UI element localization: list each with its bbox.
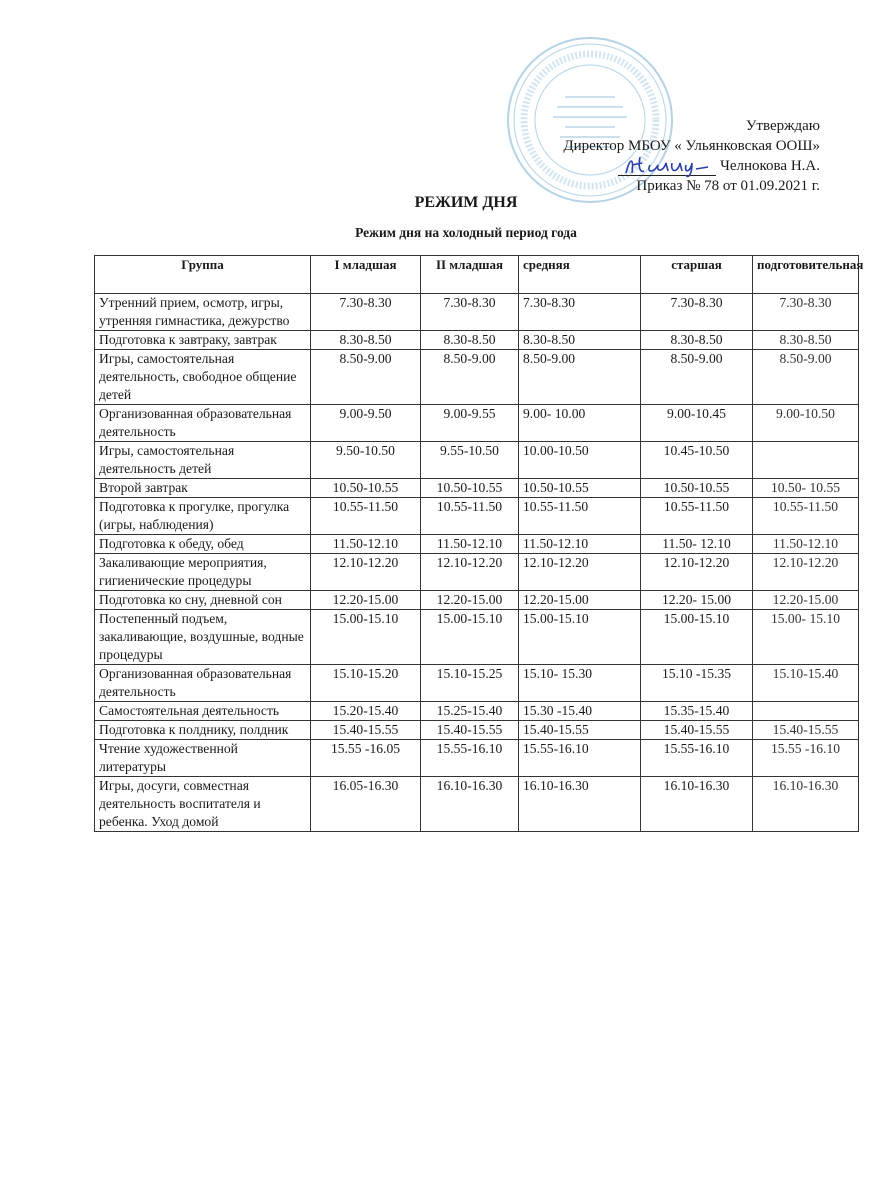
time-cell: 15.40-15.55 [641, 721, 753, 740]
time-cell: 15.10-15.20 [311, 665, 421, 702]
schedule-table [94, 255, 864, 832]
time-cell: 15.40-15.55 [421, 721, 519, 740]
time-cell: 9.50-10.50 [311, 442, 421, 479]
time-cell: 7.30-8.30 [311, 294, 421, 331]
activity-cell: Утренний прием, осмотр, игры, утренняя гимнастика, дежурство [95, 294, 311, 331]
time-cell: 11.50-12.10 [753, 535, 859, 554]
approval-line-1: Утверждаю [745, 118, 820, 134]
activity-cell: Подготовка к завтраку, завтрак [95, 331, 311, 350]
time-cell: 10.00-10.50 [519, 442, 641, 479]
time-cell: 8.50-9.00 [753, 350, 859, 405]
table-row [95, 610, 859, 665]
time-cell: 8.50-9.00 [519, 350, 641, 405]
activity-cell: Игры, самостоятельная деятельность детей [95, 442, 311, 479]
time-cell: 12.10-12.20 [753, 554, 859, 591]
time-cell: 12.10-12.20 [519, 554, 641, 591]
time-cell: 8.30-8.50 [641, 331, 753, 350]
time-cell: 10.50-10.55 [421, 479, 519, 498]
time-cell: 12.20-15.00 [753, 591, 859, 610]
time-cell: 15.40-15.55 [753, 721, 859, 740]
time-cell: 15.55 -16.05 [311, 740, 421, 777]
time-cell: 10.55-11.50 [519, 498, 641, 535]
table-row [95, 498, 859, 535]
table-row [95, 777, 859, 832]
activity-cell: Организованная образовательная деятельность [95, 405, 311, 442]
page-title: РЕЖИМ ДНЯ [414, 194, 518, 211]
time-cell: 15.40-15.55 [311, 721, 421, 740]
time-cell: 15.00-15.10 [311, 610, 421, 665]
signature [618, 159, 716, 176]
time-cell [753, 442, 859, 479]
time-cell: 15.20-15.40 [311, 702, 421, 721]
activity-cell: Подготовка к прогулке, прогулка (игры, наблюдения) [95, 498, 311, 535]
column-header: средняя [519, 256, 641, 294]
time-cell: 15.10 -15.35 [641, 665, 753, 702]
time-cell: 11.50-12.10 [311, 535, 421, 554]
time-cell: 16.10-16.30 [519, 777, 641, 832]
table-row [95, 591, 859, 610]
table-row [95, 721, 859, 740]
time-cell [753, 702, 859, 721]
time-cell: 15.10-15.25 [421, 665, 519, 702]
time-cell: 15.00-15.10 [641, 610, 753, 665]
time-cell: 16.05-16.30 [311, 777, 421, 832]
activity-cell: Игры, самостоятельная деятельность, свободное общение детей [95, 350, 311, 405]
time-cell: 12.10-12.20 [311, 554, 421, 591]
time-cell: 16.10-16.30 [753, 777, 859, 832]
time-cell: 12.20-15.00 [421, 591, 519, 610]
table-row [95, 442, 859, 479]
activity-cell: Чтение художественной литературы [95, 740, 311, 777]
column-header: Группа [95, 256, 311, 294]
time-cell: 10.55-11.50 [753, 498, 859, 535]
activity-cell: Подготовка к полднику, полдник [95, 721, 311, 740]
time-cell: 9.55-10.50 [421, 442, 519, 479]
activity-cell: Организованная образовательная деятельность [95, 665, 311, 702]
time-cell: 8.30-8.50 [311, 331, 421, 350]
time-cell: 10.50-10.55 [311, 479, 421, 498]
table-row [95, 479, 859, 498]
time-cell: 12.20-15.00 [519, 591, 641, 610]
time-cell: 15.55-16.10 [519, 740, 641, 777]
time-cell: 12.20- 15.00 [641, 591, 753, 610]
time-cell: 8.50-9.00 [311, 350, 421, 405]
signer-name: Челнокова Н.А. [720, 158, 820, 174]
time-cell: 10.50- 10.55 [753, 479, 859, 498]
time-cell: 10.55-11.50 [641, 498, 753, 535]
table-header-row [95, 256, 859, 294]
column-header: I младшая [311, 256, 421, 294]
time-cell: 9.00-9.55 [421, 405, 519, 442]
table-row [95, 405, 859, 442]
column-header: подготовительная [753, 256, 859, 294]
column-header: старшая [641, 256, 753, 294]
activity-cell: Постепенный подъем, закаливающие, воздушные, водные процедуры [95, 610, 311, 665]
time-cell: 9.00- 10.00 [519, 405, 641, 442]
time-cell: 15.55 -16.10 [753, 740, 859, 777]
time-cell: 12.10-12.20 [641, 554, 753, 591]
signature-line [563, 156, 820, 176]
time-cell: 7.30-8.30 [519, 294, 641, 331]
table-row [95, 702, 859, 721]
time-cell: 11.50-12.10 [519, 535, 641, 554]
time-cell: 8.30-8.50 [753, 331, 859, 350]
table-row [95, 350, 859, 405]
time-cell: 16.10-16.30 [421, 777, 519, 832]
time-cell: 9.00-9.50 [311, 405, 421, 442]
time-cell: 10.45-10.50 [641, 442, 753, 479]
time-cell: 15.00- 15.10 [753, 610, 859, 665]
time-cell: 15.40-15.55 [519, 721, 641, 740]
time-cell: 11.50-12.10 [421, 535, 519, 554]
time-cell: 15.00-15.10 [421, 610, 519, 665]
time-cell: 15.25-15.40 [421, 702, 519, 721]
time-cell: 15.35-15.40 [641, 702, 753, 721]
table-row [95, 665, 859, 702]
table-row [95, 331, 859, 350]
time-cell: 16.10-16.30 [641, 777, 753, 832]
time-cell: 8.50-9.00 [641, 350, 753, 405]
time-cell: 15.10- 15.30 [519, 665, 641, 702]
time-cell: 15.10-15.40 [753, 665, 859, 702]
approval-line-2: Директор МБОУ « Ульянковская ООШ» [563, 138, 820, 154]
activity-cell: Игры, досуги, совместная деятельность воспитателя и ребенка. Уход домой [95, 777, 311, 832]
time-cell: 10.50-10.55 [519, 479, 641, 498]
table-row [95, 554, 859, 591]
order-number: Приказ № 78 от 01.09.2021 г. [636, 178, 820, 194]
time-cell: 15.55-16.10 [421, 740, 519, 777]
activity-cell: Подготовка ко сну, дневной сон [95, 591, 311, 610]
time-cell: 15.30 -15.40 [519, 702, 641, 721]
time-cell: 15.55-16.10 [641, 740, 753, 777]
page-subtitle: Режим дня на холодный период года [355, 225, 577, 240]
table-row [95, 294, 859, 331]
activity-cell: Второй завтрак [95, 479, 311, 498]
time-cell: 10.55-11.50 [311, 498, 421, 535]
column-header: II младшая [421, 256, 519, 294]
time-cell: 15.00-15.10 [519, 610, 641, 665]
time-cell: 8.30-8.50 [519, 331, 641, 350]
activity-cell: Самостоятельная деятельность [95, 702, 311, 721]
signature-mark [620, 153, 720, 179]
activity-cell: Подготовка к обеду, обед [95, 535, 311, 554]
time-cell: 12.20-15.00 [311, 591, 421, 610]
time-cell: 10.55-11.50 [421, 498, 519, 535]
time-cell: 10.50-10.55 [641, 479, 753, 498]
table-row [95, 740, 859, 777]
time-cell: 9.00-10.50 [753, 405, 859, 442]
approval-block [563, 116, 820, 196]
time-cell: 8.50-9.00 [421, 350, 519, 405]
time-cell: 7.30-8.30 [421, 294, 519, 331]
time-cell: 11.50- 12.10 [641, 535, 753, 554]
time-cell: 12.10-12.20 [421, 554, 519, 591]
table-row [95, 535, 859, 554]
time-cell: 7.30-8.30 [641, 294, 753, 331]
time-cell: 7.30-8.30 [753, 294, 859, 331]
time-cell: 9.00-10.45 [641, 405, 753, 442]
activity-cell: Закаливающие мероприятия, гигиенические процедуры [95, 554, 311, 591]
time-cell: 8.30-8.50 [421, 331, 519, 350]
